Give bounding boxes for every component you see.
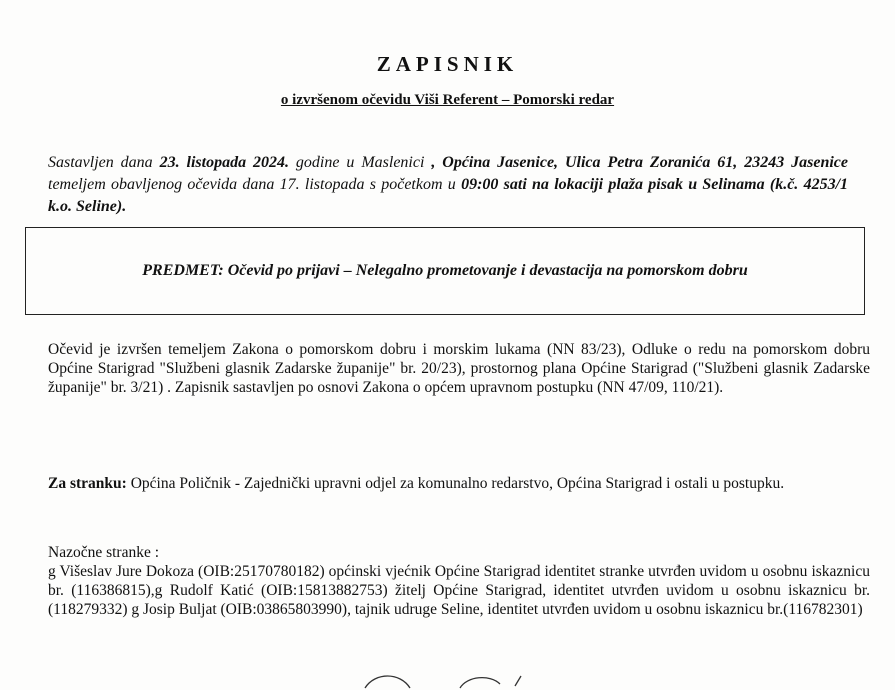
document-subtitle: o izvršenom očevidu Viši Referent – Pomorski redar xyxy=(280,92,615,108)
intro-text-3: temeljem xyxy=(48,176,112,193)
party-label: Za stranku: xyxy=(48,475,127,492)
intro-paragraph xyxy=(48,152,848,218)
subject-text: PREDMET: Očevid po prijavi – Nelegalno prometovanje i devastacija na pomorskom dobru xyxy=(142,262,748,279)
present-parties-text: g Višeslav Jure Dokoza (OIB:25170780182) općinski vjećnik Općine Starigrad identitet stranke utvrđen uvidom u osobnu iskaznicu br. (116386815),g Rudolf Katić (OIB:15813882753) žitelj Općine Starigrad, identitet utvrđen uvidom u osobnu iskaznicu br. (118279332) g Josip Buljat (OIB:03865803990), tajnik udruge Seline, identitet utvrđen uvidom u osobnu iskaznicu br.(116782301) xyxy=(48,563,870,618)
intro-text-2: godine u Maslenici xyxy=(289,154,432,171)
document-title: ZAPISNIK xyxy=(376,52,519,76)
signature-fragment xyxy=(355,670,555,690)
intro-address: , Općina Jasenice, Ulica Petra Zoranića 61, 23243 Jasenice xyxy=(431,154,848,171)
intro-text-1: Sastavljen dana xyxy=(48,154,160,171)
subject-box xyxy=(25,227,865,315)
legal-basis-paragraph: Očevid je izvršen temeljem Zakona o pomorskom dobru i morskim lukama (NN 83/23), Odluke o redu na pomorskom dobru Općine Starigrad "Službeni glasnik Zadarske županije" br. 20/23), prostornog plana Općine Starigrad ("Službeni glasnik Zadarske županije" br. 3/21) . Zapisnik sastavljen po osnovi Zakona o općem upravnom postupku (NN 47/09, 110/21). xyxy=(48,341,870,396)
intro-date: 23. listopada 2024. xyxy=(159,154,290,171)
party-paragraph xyxy=(48,474,870,493)
intro-text-4: obavljenog očevida dana 17. listopada s početkom u xyxy=(111,176,462,193)
present-parties-label: Nazočne stranke : xyxy=(48,544,160,561)
intro-location: 09:00 sati na lokaciji plaža pisak u Selinama (k.č. 4253/1 k.o. Seline). xyxy=(48,176,849,215)
party-text: Općina Poličnik - Zajednički upravni odjel za komunalno redarstvo, Općina Starigrad i ostali u postupku. xyxy=(126,475,785,492)
